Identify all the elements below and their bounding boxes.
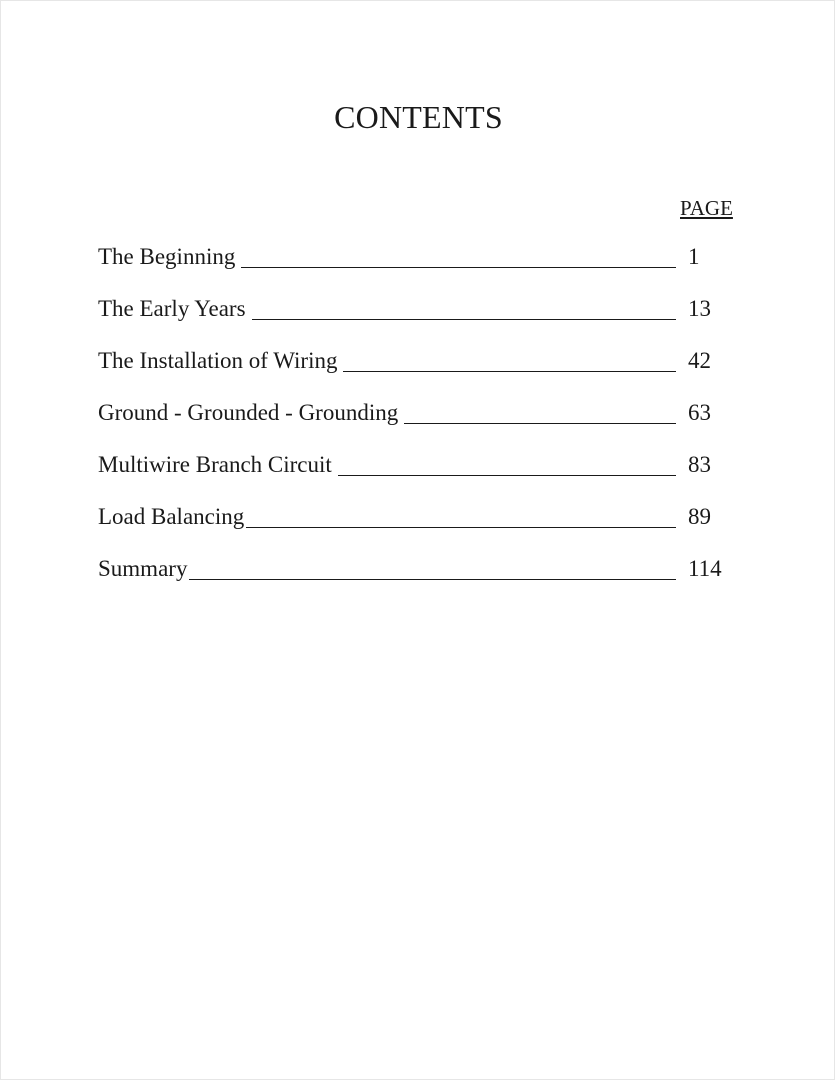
toc-entry-title: Load Balancing (98, 504, 245, 529)
toc-leader-line (338, 449, 676, 476)
toc-entry-page: 42 (688, 348, 711, 373)
toc-entry-summary (98, 553, 738, 605)
toc-entry-multiwire-branch-circuit (98, 449, 738, 501)
toc-entry-page: 89 (688, 504, 711, 529)
toc-entry-title: Summary (98, 556, 188, 581)
toc-entry-the-installation-of-wiring (98, 345, 738, 397)
toc-entry-load-balancing (98, 501, 738, 553)
toc-entry-title: The Early Years (98, 296, 246, 321)
toc-leader-line (189, 553, 676, 580)
page-title: CONTENTS (334, 99, 503, 135)
table-of-contents (98, 241, 738, 605)
toc-entry-page: 1 (688, 244, 700, 269)
page-column-header: PAGE (680, 196, 733, 220)
toc-entry-the-early-years (98, 293, 738, 345)
toc-leader-line (404, 397, 676, 424)
toc-entry-page: 13 (688, 296, 711, 321)
toc-entry-title: The Installation of Wiring (98, 348, 338, 373)
toc-leader-line (241, 241, 676, 268)
toc-entry-page: 63 (688, 400, 711, 425)
toc-entry-title: Multiwire Branch Circuit (98, 452, 332, 477)
toc-entry-page: 114 (688, 556, 722, 581)
toc-entry-ground-grounded-grounding (98, 397, 738, 449)
toc-leader-line (343, 345, 676, 372)
toc-entry-title: Ground - Grounded - Grounding (98, 400, 399, 425)
toc-entry-title: The Beginning (98, 244, 236, 269)
toc-entry-the-beginning (98, 241, 738, 293)
toc-leader-line (246, 501, 676, 528)
toc-leader-line (252, 293, 676, 320)
toc-entry-page: 83 (688, 452, 711, 477)
